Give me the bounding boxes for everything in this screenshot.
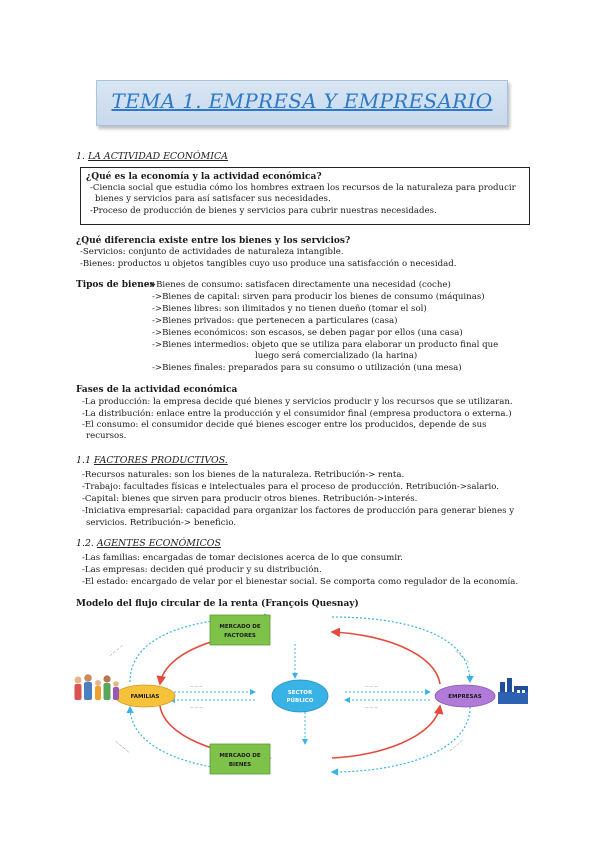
mercado-factores-label: FACTORES (224, 633, 256, 639)
sector-publico-label: PÚBLICO (286, 698, 314, 704)
section-number: 1. (76, 151, 85, 162)
box-line: -Proceso de producción de bienes y servicios para cubrir nuestras necesidades. (90, 206, 437, 216)
text-line: -Bienes: productos u objetos tangibles cuyo uso produce una satisfacción o necesidad. (80, 259, 457, 269)
svg-text:— — —: — — — (190, 684, 203, 688)
circular-flow-diagram (70, 612, 530, 777)
section-title: LA ACTIVIDAD ECONÓMICA (87, 151, 228, 162)
factory-icon (498, 678, 528, 704)
text-line: recursos. (86, 431, 127, 441)
tipos-label: Tipos de bienes (76, 280, 155, 290)
mercado-factores-label: MERCADO DE (219, 624, 261, 630)
section-heading-agentes (76, 538, 221, 549)
text-line: servicios. Retribución-> beneficio. (86, 518, 237, 528)
text-line: -La distribución: enlace entre la producción y el consumidor final (empresa productora o externa.) (82, 409, 512, 419)
text-line: -Las empresas: deciden qué producir y su distribución. (82, 565, 322, 575)
family-people-icon (75, 674, 120, 700)
text-line: -Trabajo: facultades físicas e intelectuales para el proceso de producción. Retribución->salario. (82, 482, 500, 492)
title-banner (96, 80, 508, 126)
box-line: bienes y servicios para así satisfacer sus necesidades. (95, 194, 331, 204)
model-title: Modelo del flujo circular de la renta (François Quesnay) (76, 599, 359, 609)
box-question: ¿Qué es la economía y la actividad económica? (86, 172, 322, 182)
tipo-bien: ->Bienes intermedios: objeto que se utiliza para elaborar un producto final que (152, 340, 499, 350)
text-line: -El consumo: el consumidor decide qué bienes escoger entre los producidos, depende de sus (82, 420, 487, 430)
svg-text:— — —: — — — (365, 705, 378, 709)
familias-label: FAMILIAS (130, 694, 160, 700)
mercado-bienes-label: BIENES (228, 762, 252, 768)
svg-text:— — — —: — — — — (114, 739, 131, 754)
tipo-bien: ->Bienes de consumo: satisfacen directamente una necesidad (coche) (146, 280, 451, 290)
section-heading-actividad (76, 151, 228, 162)
document-title: TEMA 1. EMPRESA Y EMPRESARIO (111, 89, 493, 113)
mercado-bienes-label: MERCADO DE (219, 753, 261, 759)
sector-publico-label: SECTOR (287, 690, 313, 696)
svg-text:— — — —: — — — — (448, 738, 464, 753)
sector-publico-node (272, 680, 328, 712)
mercado-bienes-node (210, 744, 270, 774)
flow-arrow (332, 632, 440, 684)
text-line: -Capital: bienes que sirven para producir otros bienes. Retribución->interés. (82, 494, 418, 504)
flow-arrow (332, 706, 440, 758)
flow-arrow (332, 617, 470, 682)
text-line: -Las familias: encargadas de tomar decisiones acerca de lo que consumir. (82, 553, 403, 563)
tipo-bien: ->Bienes económicos: son escasos, se deben pagar por ellos (una casa) (152, 328, 463, 338)
text-line: -El estado: encargado de velar por el bienestar social. Se comporta como regulador de la economía. (82, 577, 519, 587)
section-number: 1.2. (76, 538, 94, 549)
text-line: -Servicios: conjunto de actividades de naturaleza intangible. (80, 247, 344, 257)
section-number: 1.1 (76, 455, 91, 466)
tipo-bien: ->Bienes privados: que pertenecen a particulares (casa) (152, 316, 398, 326)
svg-text:— — — —: — — — — (454, 649, 471, 664)
svg-text:— — — —: — — — — (108, 643, 124, 658)
text-line: -La producción: la empresa decide qué bienes y servicios producir y los recursos que se utilizaran. (82, 397, 513, 407)
svg-text:— — —: — — — (365, 684, 378, 688)
tipo-bien: ->Bienes de capital: sirven para producir los bienes de consumo (máquinas) (152, 292, 485, 302)
fases-label: Fases de la actividad económica (76, 385, 238, 395)
mercado-factores-node (210, 615, 270, 645)
tipo-bien: ->Bienes libres: son ilimitados y no tienen dueño (tomar el sol) (152, 304, 427, 314)
tipo-bien: luego será comercializado (la harina) (255, 351, 418, 361)
text-line: -Recursos naturales: son los bienes de la naturaleza. Retribución-> renta. (82, 470, 405, 480)
section-title: FACTORES PRODUCTIVOS. (93, 455, 228, 466)
svg-text:— — —: — — — (190, 705, 203, 709)
flow-arrow (332, 707, 470, 772)
tipo-bien: ->Bienes finales: preparados para su consumo o utilización (una mesa) (152, 363, 462, 373)
text-line: -Iniciativa empresarial: capacidad para organizar los factores de producción para generar bienes y (82, 506, 515, 516)
question-bienes-servicios: ¿Qué diferencia existe entre los bienes y los servicios? (76, 236, 351, 246)
section-title: AGENTES ECONÓMICOS (96, 538, 221, 549)
empresas-label: EMPRESAS (448, 694, 482, 700)
section-heading-factores (76, 455, 228, 466)
box-line: -Ciencia social que estudia cómo los hombres extraen los recursos de la naturaleza para producir (90, 183, 516, 193)
